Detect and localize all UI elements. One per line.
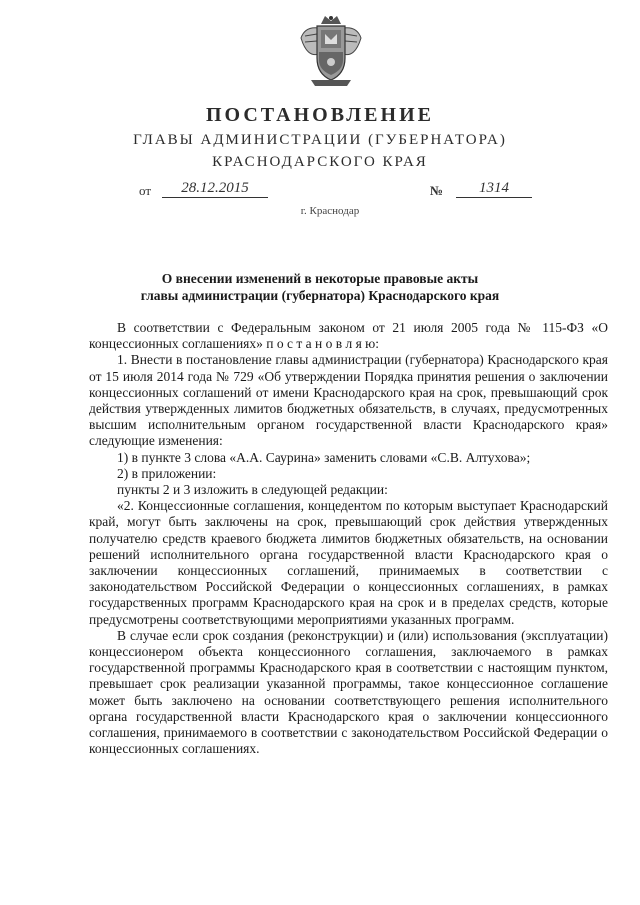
document-title-line-1: О внесении изменений в некоторые правовые акты [161,271,479,286]
document-body [89,320,608,757]
paragraph-preamble: В соответствии с Федеральным законом от 21 июля 2005 года № 115-ФЗ «О концессионных соглашениях» п о с т а н о в л я ю: [89,320,608,352]
paragraph-point-2: «2. Концессионные соглашения, концедентом по которым выступает Краснодарский край, могут быть заключены на срок, превышающий срок действия утвержденных получателю средств краевого бюджета лимитов бюджетных обязательств, на основании решений исполнительного органа государственной власти Краснодарского края о заключении концессионных соглашений, принимаемых в соответствии с законодательством Российской Федерации о концессионных соглашениях, в рамках государственных программ Краснодарского края на срок и в пределах средств, которые предусмотрены соответствующими мероприятиями указанных программ. [89,498,608,627]
paragraph-subitem-2: 2) в приложении: [117,465,217,481]
issuer-heading: ГЛАВЫ АДМИНИСТРАЦИИ (ГУБЕРНАТОРА) [133,132,507,148]
city-label: г. Краснодар [300,205,360,217]
paragraph-item-1: 1. Внести в постановление главы администрации (губернатора) Краснодарского края от 15 июля 2014 года № 729 «Об утверждении Порядка принятия решения о заключении концессионных соглашений от имени Краснодарского края на срок, превышающий срок действия утвержденных лимитов бюджетных обязательств, в случаях, предусмотренных высшим исполнительным органом государственной власти Краснодарского края» следующие изменения: [89,352,608,449]
region-heading: КРАСНОДАРСКОГО КРАЯ [212,154,428,170]
paragraph-point-2-continued: В случае если срок создания (реконструкции) и (или) использования (эксплуатации) концессионером объекта концессионного соглашения, заключаемого в рамках государственной программы Краснодарского края в соответствии с настоящим пунктом, превышает срок реализации указанной программы, такое концессионное соглашение может быть заключено на основании соответствующего решения исполнительного органа государственной власти Краснодарского края о заключении концессионного соглашения, принимаемого в соответствии с законодательством Российской Федерации о концессионных соглашениях. [89,627,608,757]
document-date: 28.12.2015 [162,180,268,198]
date-label: от [139,183,152,198]
number-label: № [430,183,444,198]
document-type-heading: ПОСТАНОВЛЕНИЕ [206,104,434,126]
paragraph-subitem-1: 1) в пункте 3 слова «А.А. Саурина» заменить словами «С.В. Алтухова»; [117,449,531,465]
document-title-line-2: главы администрации (губернатора) Краснодарского края [140,288,500,303]
krasnodar-coat-of-arms-icon [297,14,365,88]
paragraph-points-intro: пункты 2 и 3 изложить в следующей редакции: [117,482,388,498]
document-number: 1314 [456,180,532,198]
